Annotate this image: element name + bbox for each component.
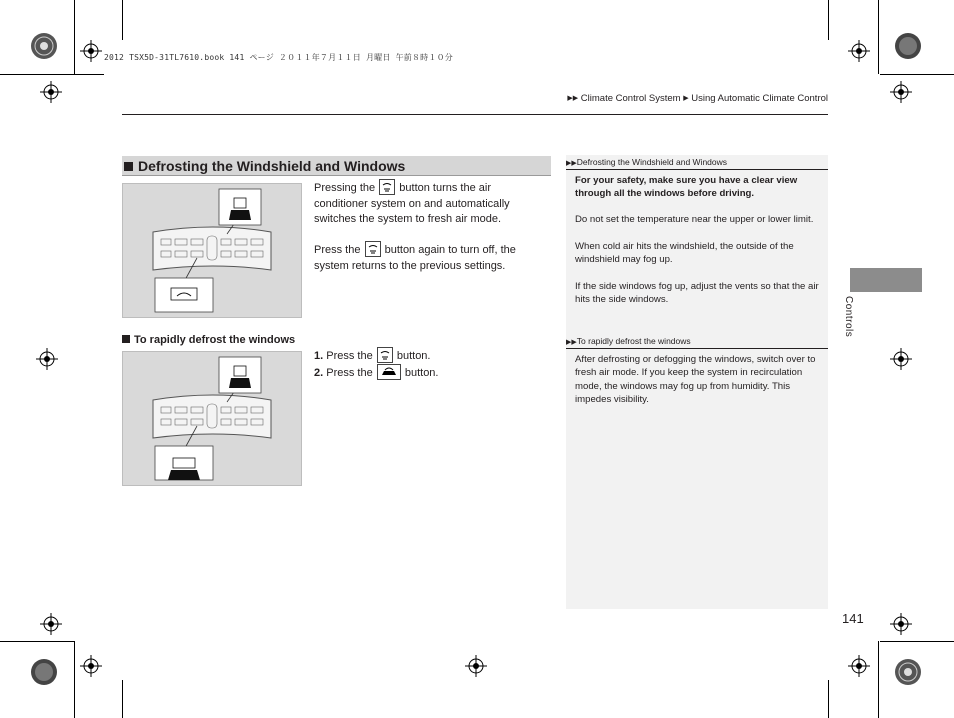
header-rule (122, 114, 828, 115)
windshield-defrost-icon (379, 179, 395, 195)
note-heading-text: To rapidly defrost the windows (576, 336, 691, 346)
registration-mark-icon (890, 613, 912, 635)
climate-panel-figure (122, 183, 302, 318)
defrost-off-text-rest: button again to turn off, the system returns to the previous settings. (314, 244, 516, 272)
defrost-text-rest: button turns the air conditioner system on and automatically switches the system to fresh air mode. (314, 182, 510, 225)
note-paragraph: If the side windows fog up, adjust the vents so that the air hits the side windows. (575, 281, 819, 306)
step-item (314, 364, 438, 381)
climate-panel-figure-rapid (122, 351, 302, 486)
note-heading (566, 336, 828, 349)
section-title (122, 156, 551, 176)
registration-mark-icon (465, 655, 487, 677)
registration-mark-icon (80, 40, 102, 62)
step-number: 1. (314, 350, 324, 362)
registration-mark-icon (40, 81, 62, 103)
defrost-off-text-lead: Press the (314, 244, 361, 256)
square-bullet-icon (124, 162, 133, 171)
note-warning-text: For your safety, make sure you have a clear view through all the windows before driving. (575, 175, 798, 200)
color-dial-mark-icon (894, 658, 922, 686)
windshield-defrost-icon (365, 241, 381, 257)
car-recirculation-icon (377, 364, 401, 380)
rapid-defrost-heading-text: To rapidly defrost the windows (134, 334, 296, 346)
registration-mark-icon (848, 655, 870, 677)
step-text-rest: button. (404, 367, 439, 379)
step-number: 2. (314, 367, 324, 379)
registration-mark-icon (40, 613, 62, 635)
note-heading (566, 157, 828, 170)
defrost-description (314, 179, 544, 228)
defrost-text-lead: Pressing the (314, 182, 376, 194)
note-bold-warning (575, 174, 820, 201)
breadcrumb-arrow-icon: ▶▶ (567, 95, 579, 102)
color-dial-mark-icon (894, 32, 922, 60)
note-arrow-icon: ▶▶ (566, 160, 577, 167)
climate-panel-illustration (123, 352, 301, 485)
step-item (314, 347, 438, 364)
registration-mark-icon (36, 348, 58, 370)
color-dial-mark-icon (30, 32, 58, 60)
chapter-tab-label: Controls (843, 296, 854, 338)
print-header: 2012 TSX5D-31TL7610.book 141 ページ ２０１１年７月１１日 月曜日 午前８時１０分 (104, 53, 453, 62)
note-heading-text: Defrosting the Windshield and Windows (576, 157, 728, 167)
rapid-defrost-heading (122, 334, 295, 346)
breadcrumb-item[interactable]: Using Automatic Climate Control (691, 93, 828, 104)
square-bullet-icon (122, 335, 130, 343)
registration-mark-icon (890, 81, 912, 103)
registration-mark-icon (848, 40, 870, 62)
defrost-off-description (314, 241, 544, 274)
color-dial-mark-icon (30, 658, 58, 686)
note-paragraph: After defrosting or defogging the windows, switch over to fresh air mode. If you keep the system in recirculation mode, the windows may fog up from humidity. This impedes visibility. (575, 354, 816, 406)
page-number: 141 (842, 611, 864, 626)
registration-mark-icon (80, 655, 102, 677)
breadcrumb-arrow-icon: ▶ (683, 95, 689, 102)
note-paragraph: Do not set the temperature near the upper or lower limit. (575, 214, 814, 225)
chapter-tab (850, 268, 922, 292)
step-text-rest: button. (396, 350, 431, 362)
section-title-text: Defrosting the Windshield and Windows (138, 158, 406, 174)
rapid-defrost-steps (314, 347, 438, 381)
note-arrow-icon: ▶▶ (566, 339, 577, 346)
note-paragraph: When cold air hits the windshield, the outside of the windshield may fog up. (575, 241, 794, 266)
climate-panel-illustration (123, 184, 301, 317)
breadcrumb-item[interactable]: Climate Control System (580, 93, 681, 104)
registration-mark-icon (890, 348, 912, 370)
step-text-lead: Press the (326, 367, 373, 379)
windshield-defrost-icon (377, 347, 393, 363)
breadcrumb (567, 93, 828, 104)
step-text-lead: Press the (326, 350, 373, 362)
